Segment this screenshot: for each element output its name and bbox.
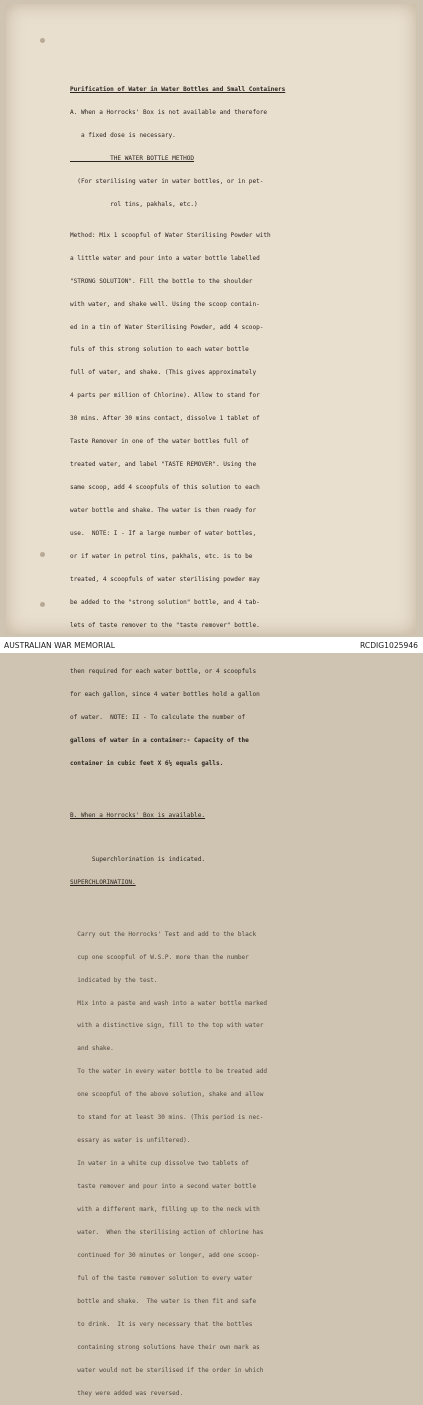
method-line: "STRONG SOLUTION". Fill the bottle to the shoulder: [70, 277, 253, 285]
method-line: 30 mins. After 30 mins contact, dissolve 1 tablet of: [70, 415, 260, 423]
super-line: water would not be sterilised if the order in which: [70, 1366, 264, 1374]
section-a-line: rol tins, pakhals, etc.): [70, 201, 198, 209]
super-line: taste remover and pour into a second water bottle: [70, 1183, 257, 1191]
method-line: treated, 4 scoopfuls of water sterilising powder may: [70, 575, 260, 583]
section-b-heading: B. When a Horrocks' Box is available.: [70, 811, 206, 819]
punch-hole: [40, 552, 45, 557]
punch-hole: [40, 602, 45, 607]
footer-record-id: RCDIG1025946: [360, 641, 418, 650]
super-line: Carry out the Horrocks' Test and add to the black: [70, 930, 257, 938]
method-line: be added to the "strong solution" bottle, and 4 tab-: [70, 598, 260, 606]
super-line: indicated by the test.: [70, 976, 158, 984]
method-line: 4 parts per million of Chlorine). Allow to stand for: [70, 392, 260, 400]
section-a-line: a fixed dose is necessary.: [70, 132, 176, 140]
method-line: full of water, and shake. (This gives approximately: [70, 369, 257, 377]
super-line: with a different mark, filling up to the neck with: [70, 1206, 260, 1214]
section-a-line: (For sterilising water in water bottles, or in pet-: [70, 178, 264, 186]
method-line: then required for each water bottle, or 4 scoopfuls: [70, 667, 257, 675]
super-line: water. When the sterilising action of chlorine has: [70, 1229, 264, 1237]
method-line: a little water and pour into a water bottle labelled: [70, 254, 260, 262]
method-line: ed in a tin of Water Sterilising Powder, add 4 scoop-: [70, 323, 264, 331]
method-line: water bottle and shake. The water is then ready for: [70, 507, 257, 515]
super-line: essary as water is unfiltered).: [70, 1137, 191, 1145]
section-a-line: A. When a Horrocks' Box is not available and therefore: [70, 109, 268, 117]
method-line: or if water in petrol tins, pakhals, etc. is to be: [70, 553, 253, 561]
super-line: and shake.: [70, 1045, 114, 1053]
method-line: treated water, and label "TASTE REMOVER". Using the: [70, 461, 257, 469]
super-line: to stand for at least 30 mins. (This period is nec-: [70, 1114, 264, 1122]
super-line: to drink. It is very necessary that the bottles: [70, 1320, 253, 1328]
document-title: Purification of Water in Water Bottles and Small Containers: [70, 86, 286, 94]
super-line: Mix into a paste and wash into a water bottle marked: [70, 999, 268, 1007]
method-line: with water, and shake well. Using the scoop contain-: [70, 300, 260, 308]
typed-document: [70, 71, 370, 1405]
super-line: cup one scoopful of W.S.P. more than the number: [70, 953, 249, 961]
super-line: To the water in every water bottle to be treated add: [70, 1068, 268, 1076]
method-line: use. NOTE: I - If a large number of water bottles,: [70, 530, 257, 538]
method-line: fuls of this strong solution to each water bottle: [70, 346, 249, 354]
method-line: container in cubic feet X 6½ equals galls.: [70, 759, 224, 767]
method-line: for each gallon, since 4 water bottles hold a gallon: [70, 690, 260, 698]
method-line: gallons of water in a container:- Capacity of the: [70, 736, 249, 744]
method-heading: THE WATER BOTTLE METHOD: [70, 155, 195, 163]
super-line: bottle and shake. The water is then fit and safe: [70, 1297, 257, 1305]
super-line: ful of the taste remover solution to every water: [70, 1274, 253, 1282]
method-line: Method: Mix 1 scoopful of Water Sterilising Powder with: [70, 231, 271, 239]
footer-credit: AUSTRALIAN WAR MEMORIAL: [4, 641, 115, 650]
super-line: containing strong solutions have their own mark as: [70, 1343, 260, 1351]
method-line: of water. NOTE: II - To calculate the number of: [70, 713, 246, 721]
super-line: continued for 30 minutes or longer, add one scoop-: [70, 1252, 260, 1260]
method-line: same scoop, add 4 scoopfuls of this solution to each: [70, 484, 260, 492]
archive-footer: [0, 637, 423, 653]
superchlorination-heading: SUPERCHLORINATION.: [70, 878, 136, 886]
method-line: Taste Remover in one of the water bottles full of: [70, 438, 249, 446]
super-line: with a distinctive sign, fill to the top with water: [70, 1022, 264, 1030]
method-line: lets of taste remover to the "taste remover" bottle.: [70, 621, 260, 629]
super-line: they were added was reversed.: [70, 1389, 184, 1397]
super-line: In water in a white cup dissolve two tablets of: [70, 1160, 249, 1168]
super-line: one scoopful of the above solution, shake and allow: [70, 1091, 264, 1099]
section-b-line: Superchlorination is indicated.: [70, 855, 206, 863]
punch-hole: [40, 38, 45, 43]
